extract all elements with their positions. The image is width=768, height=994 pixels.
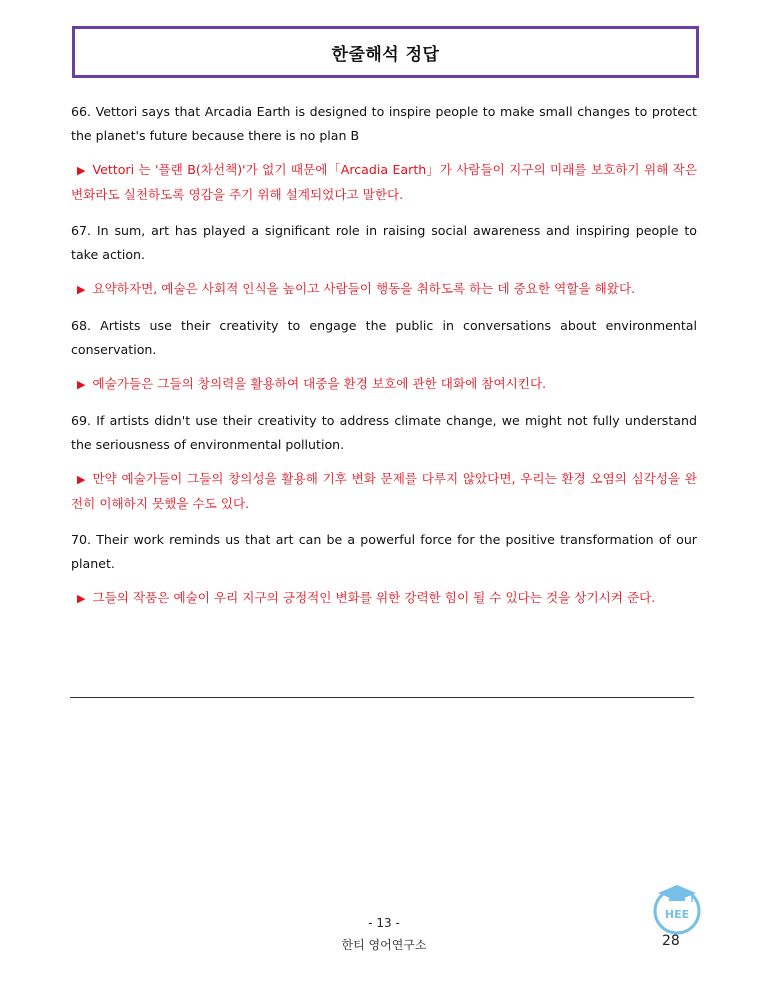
korean-translation: [71, 372, 697, 397]
english-sentence: 67. In sum, art has played a significant role in raising social awareness and inspiring people to take action.: [71, 223, 697, 262]
play-arrow-icon: ▶: [77, 473, 86, 486]
english-sentence: 68. Artists use their creativity to engage the public in conversations about environmental conservation.: [71, 318, 697, 357]
title-box: [72, 26, 699, 78]
korean-translation-text: 그들의 작품은 예술이 우리 지구의 긍정적인 변화를 위한 강력한 힘이 될 수 있다는 것을 상기시켜 준다.: [92, 590, 656, 605]
korean-translation-text: Vettori 는 '플랜 B(차선책)'가 없기 때문에「Arcadia Earth」가 사람들이 지구의 미래를 보호하기 위해 작은 변화라도 실천하도록 영감을 주기 위해 설계되었다고 말한다.: [71, 162, 697, 202]
english-sentence: 66. Vettori says that Arcadia Earth is designed to inspire people to make small changes to protect the planet's future because there is no plan B: [71, 104, 697, 143]
page-title: 한줄해석 정답: [331, 44, 440, 65]
korean-translation-text: 만약 예술가들이 그들의 창의성을 활용해 기후 변화 문제를 다루지 않았다면, 우리는 환경 오염의 심각성을 완전히 이해하지 못했을 수도 있다.: [71, 471, 697, 511]
page-number: - 13 -: [368, 916, 400, 930]
korean-translation: [71, 277, 697, 302]
divider: [70, 697, 694, 698]
play-arrow-icon: ▶: [77, 164, 86, 177]
list-item: [71, 219, 697, 302]
list-item: [71, 314, 697, 397]
play-arrow-icon: ▶: [77, 592, 86, 605]
play-arrow-icon: ▶: [77, 378, 86, 391]
korean-translation-text: 요약하자면, 예술은 사회적 인식을 높이고 사람들이 행동을 취하도록 하는 데 중요한 역할을 해왔다.: [92, 281, 636, 296]
list-item: [71, 100, 697, 207]
list-item: [71, 528, 697, 611]
logo-text: HEE: [664, 908, 690, 921]
english-sentence: 69. If artists didn't use their creativity to address climate change, we might not fully understand the seriousness of environmental pollution.: [71, 413, 697, 452]
list-item: [71, 409, 697, 516]
play-arrow-icon: ▶: [77, 283, 86, 296]
content-area: [71, 100, 697, 623]
english-sentence: 70. Their work reminds us that art can be a powerful force for the positive transformation of our planet.: [71, 532, 697, 571]
page-total: 28: [662, 933, 680, 949]
korean-translation: [71, 467, 697, 516]
korean-translation: [71, 158, 697, 207]
korean-translation: [71, 586, 697, 611]
footer-label: 한티 영어연구소: [341, 938, 427, 952]
korean-translation-text: 예술가들은 그들의 창의력을 활용하여 대중을 환경 보호에 관한 대화에 참여시킨다.: [92, 376, 547, 391]
